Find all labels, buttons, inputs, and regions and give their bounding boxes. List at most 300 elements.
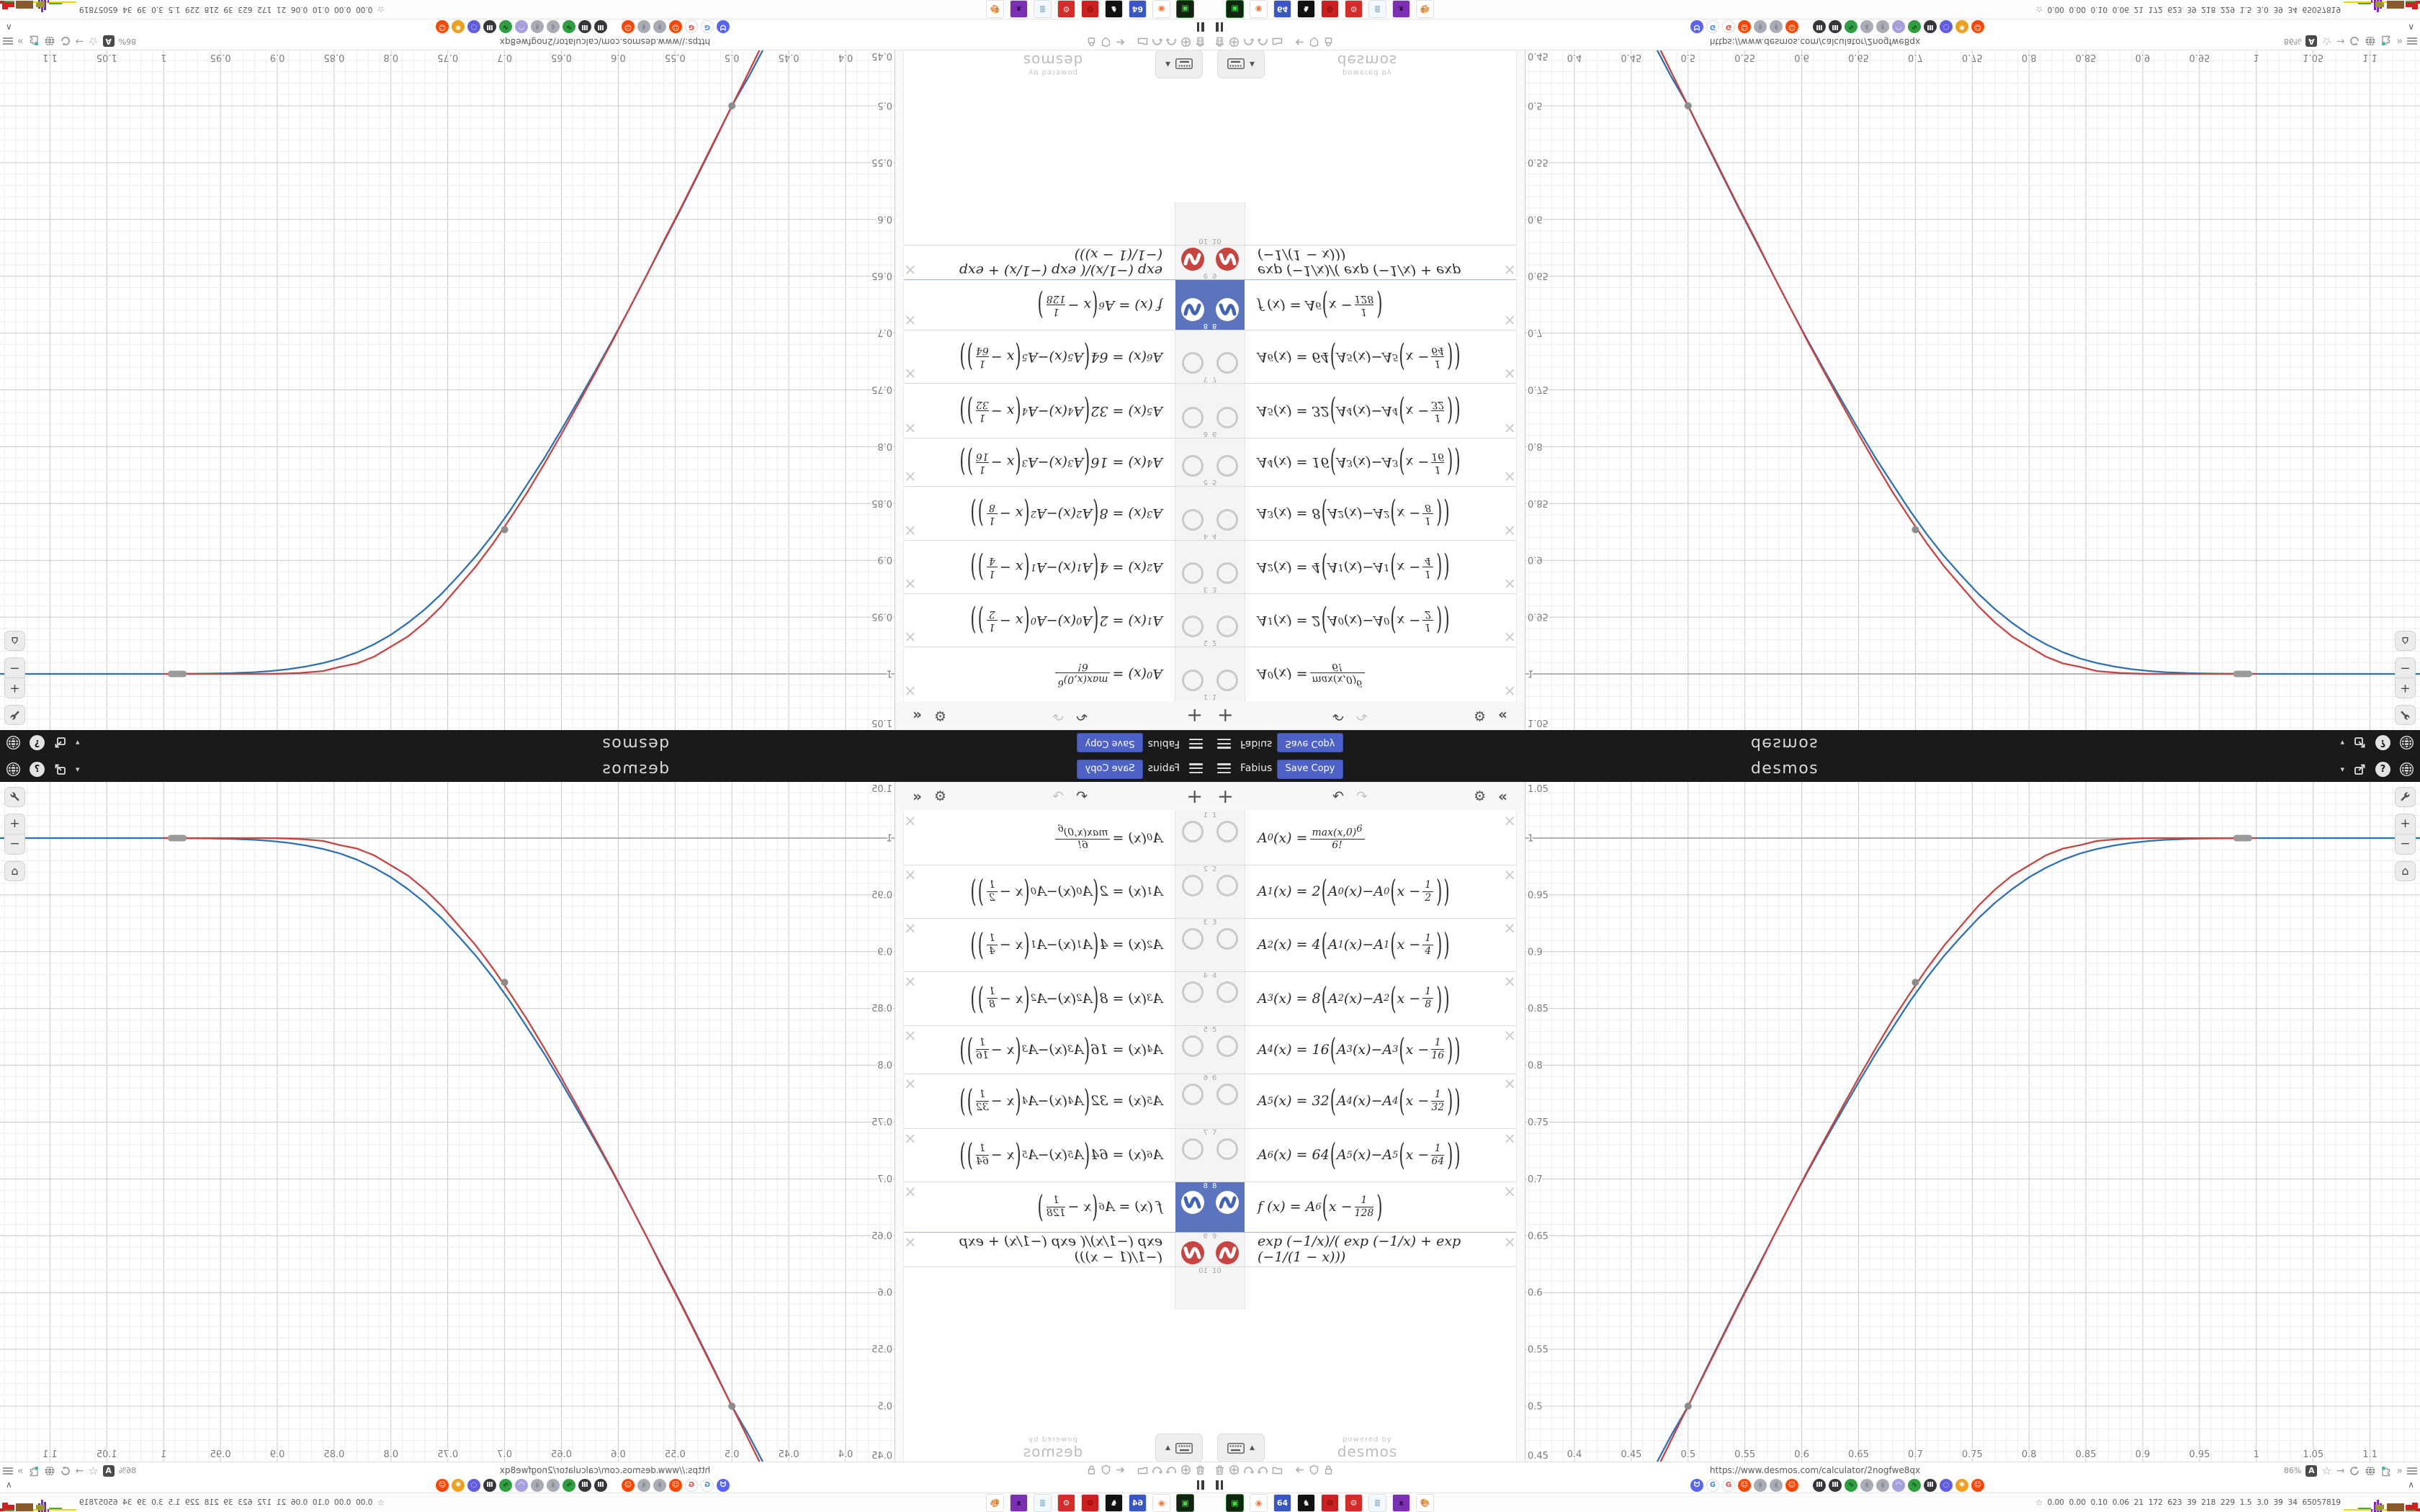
- zoom-out-button[interactable]: −: [2400, 661, 2411, 675]
- graph-point[interactable]: [501, 978, 508, 986]
- zoom-out-button[interactable]: −: [2400, 837, 2411, 851]
- expression-icon-cell[interactable]: [1210, 280, 1245, 330]
- graph-paper[interactable]: [1525, 782, 2420, 1462]
- save-copy-button[interactable]: Save Copy: [1077, 760, 1143, 779]
- expression-row[interactable]: [895, 245, 1210, 280]
- expression-math[interactable]: A 0 (x) = $\max(x,0)^6$ 6!: [920, 647, 1162, 701]
- expression-row[interactable]: [895, 1128, 1210, 1182]
- expression-math[interactable]: A 3 (x) = 8 ( A 2 (x)−A 2 ( x − 1 8 ) ): [1258, 496, 1450, 531]
- hidden-graph-circle-icon[interactable]: [1216, 562, 1238, 584]
- globe-filled-icon[interactable]: [2365, 36, 2376, 48]
- taskbar-app-dark-app[interactable]: ♞: [1297, 1494, 1315, 1512]
- hidden-graph-circle-icon[interactable]: [1182, 407, 1204, 428]
- delete-expression-icon[interactable]: ×: [904, 1233, 917, 1251]
- tab-favicon-google[interactable]: G: [701, 1479, 714, 1492]
- expression-icon-cell[interactable]: [1210, 1128, 1245, 1182]
- graph-point[interactable]: [1912, 978, 1919, 986]
- overflow-chevrons-icon[interactable]: »: [2396, 35, 2403, 48]
- zoom-in-button[interactable]: +: [5, 814, 24, 834]
- expression-math[interactable]: exp (−1/x)/( exp (−1/x) + exp (−1/(1 − x))): [1258, 1233, 1461, 1265]
- tab-favicon-bin[interactable]: Ⅲ: [1829, 1479, 1842, 1492]
- tab-favicon-bin[interactable]: Ⅲ: [1924, 1479, 1937, 1492]
- expression-icon-cell[interactable]: [1210, 918, 1245, 971]
- undo-icon[interactable]: ↶: [1332, 708, 1344, 724]
- delete-expression-icon[interactable]: ×: [1503, 575, 1516, 593]
- graph-paper[interactable]: [0, 782, 895, 1462]
- expression-math[interactable]: exp (−1/x)/( exp (−1/x) + exp (−1/(1 − x))): [959, 247, 1162, 279]
- forward-arrow-icon[interactable]: →: [2336, 1464, 2345, 1477]
- taskbar-app-dark-app[interactable]: ♞: [1105, 0, 1123, 18]
- tab-favicon-fish[interactable]: ◖: [1876, 1479, 1889, 1492]
- expression-row[interactable]: [895, 1074, 1210, 1129]
- taskbar-app-firefox[interactable]: ◉: [1250, 0, 1268, 18]
- expression-icon-cell[interactable]: [1210, 438, 1245, 487]
- tab-favicon-google[interactable]: G: [1706, 1479, 1719, 1492]
- tab-favicon-orb[interactable]: ◠: [515, 1479, 528, 1492]
- expression-row[interactable]: [1210, 202, 1525, 246]
- extensions-puzzle-icon[interactable]: [28, 36, 40, 48]
- expression-row[interactable]: [895, 486, 1210, 541]
- tab-scroll-caret-icon[interactable]: ∧: [2408, 1480, 2414, 1490]
- help-icon[interactable]: ?: [2375, 736, 2390, 751]
- expression-row[interactable]: [1210, 438, 1525, 487]
- hidden-graph-circle-icon[interactable]: [1182, 1084, 1204, 1105]
- undo-icon[interactable]: ↶: [1076, 788, 1088, 804]
- hidden-graph-circle-icon[interactable]: [1182, 981, 1204, 1003]
- taskbar-app-c64-floppy[interactable]: 64: [1129, 0, 1147, 18]
- expression-icon-cell[interactable]: [1175, 1128, 1210, 1182]
- taskbar-app-notepad[interactable]: ≣: [1368, 0, 1386, 18]
- tab-favicon-discord[interactable]: ᗢ: [717, 20, 730, 33]
- edit-list-gear-icon[interactable]: ⚙: [933, 708, 946, 724]
- expression-row[interactable]: [895, 918, 1210, 972]
- expression-math[interactable]: A 3 (x) = 8 ( A 2 (x)−A 2 ( x − 1 8 ) ): [970, 496, 1162, 531]
- hidden-graph-circle-icon[interactable]: [1182, 875, 1204, 896]
- delete-expression-icon[interactable]: ×: [904, 683, 917, 700]
- taskbar-app-red-gear[interactable]: ⚙: [1345, 0, 1363, 18]
- menu-hamburger-icon[interactable]: [1189, 738, 1203, 749]
- expression-math[interactable]: exp (−1/x)/( exp (−1/x) + exp (−1/(1 − x))): [1258, 247, 1461, 279]
- globe-icon[interactable]: [2399, 762, 2414, 777]
- tab-favicon-wave[interactable]: ∿: [1845, 20, 1857, 33]
- delete-expression-icon[interactable]: ×: [904, 575, 917, 593]
- tab-favicon-discord[interactable]: ᗢ: [1690, 1479, 1703, 1492]
- collapse-caret-icon[interactable]: ▾: [2340, 764, 2344, 774]
- add-expression-button[interactable]: +: [1186, 704, 1203, 727]
- taskbar-app-red-disc[interactable]: ⚙: [1081, 1494, 1099, 1512]
- expression-icon-cell[interactable]: [1175, 487, 1210, 541]
- delete-expression-icon[interactable]: ×: [904, 365, 917, 382]
- tab-favicon-reddit[interactable]: ☺: [622, 20, 635, 33]
- expression-math[interactable]: f (x) = A 6 ( x − $\frac{1}{128}$ ): [1037, 1189, 1162, 1224]
- url-address[interactable]: https://www.desmos.com/calculator/2nogfwe8qx: [1709, 1465, 1921, 1475]
- expression-scrollbar[interactable]: [895, 50, 904, 701]
- expression-row[interactable]: [895, 811, 1210, 865]
- taskbar-app-red-disc[interactable]: ⚙: [1321, 1494, 1339, 1512]
- taskbar-app-c64-floppy[interactable]: 64: [1273, 1494, 1291, 1512]
- graph-paper[interactable]: [0, 50, 895, 730]
- expression-row[interactable]: [895, 383, 1210, 438]
- graph-point[interactable]: [1912, 526, 1919, 534]
- blue-wave-icon[interactable]: [1215, 1190, 1240, 1218]
- forward-arrow-icon[interactable]: →: [2336, 35, 2345, 48]
- tab-favicon-google[interactable]: G: [685, 1479, 698, 1492]
- tab-favicon-bin[interactable]: Ⅲ: [1813, 1479, 1826, 1492]
- menu-hamburger-icon[interactable]: [1189, 763, 1203, 774]
- graph-settings-wrench-icon[interactable]: [2395, 787, 2416, 807]
- collapse-panel-icon[interactable]: «: [913, 707, 922, 724]
- bookmark-star-icon[interactable]: ☆: [2321, 1463, 2332, 1477]
- graph-paper[interactable]: [1525, 50, 2420, 730]
- expression-row[interactable]: [895, 202, 1210, 246]
- taskbar-app-cat[interactable]: ᴥ: [1392, 1494, 1410, 1512]
- page-zoom-level[interactable]: 86%: [118, 37, 137, 46]
- expression-icon-cell[interactable]: [1210, 1266, 1245, 1310]
- share-icon[interactable]: [2353, 762, 2367, 776]
- hidden-graph-circle-icon[interactable]: [1216, 407, 1238, 428]
- tab-favicon-orb[interactable]: ◠: [515, 20, 528, 33]
- extensions-puzzle-icon[interactable]: [2380, 1465, 2392, 1477]
- taskbar-app-firefox[interactable]: ◉: [1250, 1494, 1268, 1512]
- taskbar-app-palette[interactable]: 🎨: [986, 1494, 1004, 1512]
- delete-expression-icon[interactable]: ×: [1503, 261, 1516, 279]
- delete-expression-icon[interactable]: ×: [904, 261, 917, 279]
- zoom-in-button[interactable]: +: [5, 678, 24, 698]
- add-expression-button[interactable]: +: [1217, 785, 1234, 808]
- delete-expression-icon[interactable]: ×: [1503, 973, 1516, 990]
- hidden-graph-circle-icon[interactable]: [1182, 670, 1204, 691]
- hidden-graph-circle-icon[interactable]: [1182, 928, 1204, 950]
- expression-icon-cell[interactable]: [1210, 971, 1245, 1025]
- reload-icon[interactable]: [2349, 36, 2360, 48]
- curve-red[interactable]: [163, 50, 783, 674]
- expression-row[interactable]: [895, 1182, 1210, 1233]
- delete-expression-icon[interactable]: ×: [904, 1183, 917, 1200]
- expression-row[interactable]: [1210, 647, 1525, 701]
- expression-math[interactable]: A 4 (x) = 16 ( A 3 (x)−A 3 ( x − 1 16 ) ): [959, 445, 1162, 480]
- delete-expression-icon[interactable]: ×: [1503, 629, 1516, 646]
- taskbar-app-red-disc[interactable]: ⚙: [1321, 0, 1339, 18]
- delete-expression-icon[interactable]: ×: [1503, 1027, 1516, 1044]
- tab-favicon-orb[interactable]: ◠: [1892, 1479, 1905, 1492]
- forward-arrow-icon[interactable]: →: [75, 1464, 84, 1477]
- tab-favicon-wave[interactable]: ∿: [499, 1479, 512, 1492]
- expression-row[interactable]: [1210, 865, 1525, 919]
- taskbar-app-notepad[interactable]: ≣: [1034, 1494, 1052, 1512]
- tab-favicon-reddit[interactable]: ☺: [1971, 1479, 1984, 1492]
- redo-icon[interactable]: ↷: [1356, 708, 1368, 724]
- expression-row[interactable]: [895, 540, 1210, 594]
- globe-filled-icon[interactable]: [44, 1465, 55, 1477]
- help-icon[interactable]: ?: [30, 736, 45, 751]
- menu-hamburger-icon[interactable]: [1217, 763, 1231, 774]
- tab-favicon-bin[interactable]: Ⅲ: [1829, 20, 1842, 33]
- delete-expression-icon[interactable]: ×: [904, 312, 917, 329]
- delete-expression-icon[interactable]: ×: [1503, 312, 1516, 329]
- tab-favicon-wave[interactable]: ∿: [1908, 1479, 1921, 1492]
- graph-point[interactable]: [728, 1403, 735, 1410]
- hidden-graph-circle-icon[interactable]: [1182, 1138, 1204, 1160]
- translate-icon[interactable]: A: [2305, 36, 2317, 48]
- save-copy-button[interactable]: Save Copy: [1077, 733, 1143, 752]
- curve-red[interactable]: [1637, 838, 2257, 1462]
- delete-expression-icon[interactable]: ×: [904, 866, 917, 883]
- hidden-graph-circle-icon[interactable]: [1216, 875, 1238, 896]
- globe-filled-icon[interactable]: [44, 36, 55, 48]
- expression-row[interactable]: [1210, 1232, 1525, 1267]
- tab-favicon-fish[interactable]: ◖: [637, 20, 650, 33]
- overflow-chevrons-icon[interactable]: »: [17, 1464, 24, 1477]
- expression-math[interactable]: A 5 (x) = 32 ( A 4 (x)−A 4 ( x − $\frac{1}{32}$ ) ): [1258, 1084, 1461, 1118]
- globe-icon[interactable]: [2399, 736, 2414, 751]
- collapse-panel-icon[interactable]: «: [913, 788, 922, 805]
- tab-favicon-google[interactable]: G: [1722, 20, 1735, 33]
- tab-favicon-discord[interactable]: ᗢ: [1690, 20, 1703, 33]
- expression-row[interactable]: [1210, 486, 1525, 541]
- zoom-out-button[interactable]: −: [9, 661, 20, 675]
- tab-favicon-chat[interactable]: ◌: [1940, 20, 1953, 33]
- tab-favicon-wave[interactable]: ∿: [563, 20, 575, 33]
- tab-favicon-reddit[interactable]: ☺: [1738, 20, 1751, 33]
- tab-favicon-fish[interactable]: ◖: [653, 20, 666, 33]
- expression-icon-cell[interactable]: [1175, 1232, 1210, 1266]
- tab-scroll-caret-icon[interactable]: ∧: [6, 1480, 12, 1490]
- hidden-graph-circle-icon[interactable]: [1182, 455, 1204, 477]
- expression-icon-cell[interactable]: [1175, 594, 1210, 647]
- hidden-graph-circle-icon[interactable]: [1216, 1138, 1238, 1160]
- expression-icon-cell[interactable]: [1210, 202, 1245, 246]
- redo-icon[interactable]: ↷: [1052, 708, 1064, 724]
- delete-expression-icon[interactable]: ×: [904, 919, 917, 937]
- bookmark-star-icon[interactable]: ☆: [88, 35, 99, 49]
- tab-favicon-reddit[interactable]: ☺: [622, 1479, 635, 1492]
- tab-favicon-wave[interactable]: ∿: [1845, 1479, 1857, 1492]
- collapse-caret-icon[interactable]: ▾: [2340, 738, 2344, 748]
- taskbar-app-dark-app[interactable]: ♞: [1297, 0, 1315, 18]
- expression-row[interactable]: [1210, 1074, 1525, 1129]
- page-zoom-level[interactable]: 86%: [2283, 1466, 2302, 1475]
- expression-row[interactable]: [1210, 811, 1525, 865]
- expression-icon-cell[interactable]: [1210, 330, 1245, 384]
- tab-favicon-reddit[interactable]: ☺: [669, 1479, 682, 1492]
- tab-favicon-bin[interactable]: Ⅲ: [594, 20, 607, 33]
- hidden-graph-circle-icon[interactable]: [1216, 1084, 1238, 1105]
- tab-scroll-caret-icon[interactable]: ∧: [2408, 22, 2414, 32]
- tab-favicon-fish[interactable]: ◖: [1754, 1479, 1767, 1492]
- expression-row[interactable]: [1210, 1266, 1525, 1310]
- expression-row[interactable]: [1210, 1025, 1525, 1074]
- expression-math[interactable]: A 2 (x) = 4 ( A 1 (x)−A 1 ( x − 1 4 ) ): [1258, 550, 1450, 585]
- hidden-graph-circle-icon[interactable]: [1216, 509, 1238, 531]
- delete-expression-icon[interactable]: ×: [904, 1027, 917, 1044]
- hidden-graph-circle-icon[interactable]: [1182, 821, 1204, 842]
- hidden-graph-circle-icon[interactable]: [1216, 455, 1238, 477]
- redo-icon[interactable]: ↷: [1356, 788, 1368, 804]
- expression-math[interactable]: A 2 (x) = 4 ( A 1 (x)−A 1 ( x − 1 4 ) ): [970, 550, 1162, 585]
- zoom-in-button[interactable]: +: [2396, 814, 2415, 834]
- share-icon[interactable]: [53, 762, 67, 776]
- expression-math[interactable]: A 3 (x) = 8 ( A 2 (x)−A 2 ( x − $\frac{1}{8}$ ) ): [970, 981, 1162, 1016]
- expression-icon-cell[interactable]: [1175, 1182, 1210, 1232]
- bookmark-star-icon[interactable]: ☆: [2321, 35, 2332, 49]
- taskbar-app-firefox[interactable]: ◉: [1152, 0, 1170, 18]
- taskbar-app-firefox[interactable]: ◉: [1152, 1494, 1170, 1512]
- default-view-home-button[interactable]: ⌂: [4, 861, 25, 881]
- delete-expression-icon[interactable]: ×: [1503, 866, 1516, 883]
- expression-math[interactable]: A 1 (x) = 2 ( A 0 (x)−A 0 ( x − 1 2 ) ): [1258, 603, 1450, 638]
- drag-handle[interactable]: [2233, 835, 2252, 842]
- taskbar-app-c64-floppy[interactable]: 64: [1273, 0, 1291, 18]
- tab-favicon-fish[interactable]: ◖: [653, 1479, 666, 1492]
- translate-icon[interactable]: A: [103, 36, 115, 48]
- tab-favicon-reddit[interactable]: ☺: [1785, 20, 1798, 33]
- expression-row[interactable]: [895, 1266, 1210, 1310]
- account-name[interactable]: Fabius: [1147, 738, 1180, 750]
- save-copy-button[interactable]: Save Copy: [1277, 733, 1343, 752]
- graph-point[interactable]: [501, 526, 508, 534]
- hidden-graph-circle-icon[interactable]: [1182, 352, 1204, 374]
- expression-scrollbar[interactable]: [1516, 50, 1525, 701]
- delete-expression-icon[interactable]: ×: [904, 1130, 917, 1147]
- expression-icon-cell[interactable]: [1175, 865, 1210, 918]
- delete-expression-icon[interactable]: ×: [1503, 1075, 1516, 1092]
- page-zoom-level[interactable]: 86%: [118, 1466, 137, 1475]
- tab-favicon-bin[interactable]: Ⅲ: [1813, 20, 1826, 33]
- graph-point[interactable]: [1685, 102, 1692, 109]
- delete-expression-icon[interactable]: ×: [904, 973, 917, 990]
- hidden-graph-circle-icon[interactable]: [1216, 821, 1238, 842]
- hidden-graph-circle-icon[interactable]: [1182, 616, 1204, 637]
- hidden-graph-circle-icon[interactable]: [1216, 352, 1238, 374]
- expression-row[interactable]: [1210, 383, 1525, 438]
- expression-row[interactable]: [1210, 1182, 1525, 1233]
- expression-icon-cell[interactable]: [1175, 971, 1210, 1025]
- extensions-puzzle-icon[interactable]: [2380, 36, 2392, 48]
- tab-favicon-bin[interactable]: Ⅲ: [578, 20, 591, 33]
- account-name[interactable]: Fabius: [1147, 762, 1180, 774]
- bookmark-star-icon[interactable]: ☆: [88, 1463, 99, 1477]
- expression-row[interactable]: [1210, 593, 1525, 647]
- hidden-graph-circle-icon[interactable]: [1216, 928, 1238, 950]
- expression-icon-cell[interactable]: [1210, 811, 1245, 865]
- expression-row[interactable]: [1210, 540, 1525, 594]
- account-name[interactable]: Fabius: [1240, 762, 1273, 774]
- zoom-out-button[interactable]: −: [9, 837, 20, 851]
- expression-icon-cell[interactable]: [1210, 541, 1245, 594]
- expression-math[interactable]: A 0 (x) = $\max(x,0)^6$ 6!: [1258, 647, 1500, 701]
- expression-row[interactable]: [1210, 279, 1525, 330]
- expression-icon-cell[interactable]: [1175, 541, 1210, 594]
- delete-expression-icon[interactable]: ×: [1503, 1130, 1516, 1147]
- forward-arrow-icon[interactable]: →: [75, 35, 84, 48]
- tab-favicon-reddit[interactable]: ☺: [1738, 1479, 1751, 1492]
- delete-expression-icon[interactable]: ×: [904, 1075, 917, 1092]
- delete-expression-icon[interactable]: ×: [904, 812, 917, 829]
- tab-scroll-caret-icon[interactable]: ∧: [6, 22, 12, 32]
- tab-favicon-sun[interactable]: ✱: [1955, 20, 1968, 33]
- hidden-graph-circle-icon[interactable]: [1182, 562, 1204, 584]
- tab-favicon-fish[interactable]: ◖: [531, 20, 544, 33]
- taskbar-app-notepad[interactable]: ≣: [1034, 0, 1052, 18]
- drag-handle[interactable]: [168, 671, 187, 678]
- graph-point[interactable]: [728, 102, 735, 109]
- red-wave-icon[interactable]: [1180, 244, 1205, 271]
- tab-favicon-reddit[interactable]: ☺: [436, 20, 449, 33]
- expression-icon-cell[interactable]: [1175, 811, 1210, 865]
- expression-icon-cell[interactable]: [1210, 594, 1245, 647]
- expression-row[interactable]: [1210, 918, 1525, 972]
- tab-favicon-bin[interactable]: Ⅲ: [578, 1479, 591, 1492]
- curve-red[interactable]: [163, 838, 783, 1462]
- page-zoom-level[interactable]: 86%: [2283, 37, 2302, 46]
- hidden-graph-circle-icon[interactable]: [1216, 981, 1238, 1003]
- delete-expression-icon[interactable]: ×: [904, 629, 917, 646]
- expression-math[interactable]: A 6 (x) = 64 ( A 5 (x)−A 5 ( x − 1 64 ) ): [959, 340, 1162, 374]
- tab-favicon-fish[interactable]: ◖: [531, 1479, 544, 1492]
- tab-favicon-fish[interactable]: ◖: [1860, 20, 1873, 33]
- expression-icon-cell[interactable]: [1210, 487, 1245, 541]
- expression-math[interactable]: A 2 (x) = 4 ( A 1 (x)−A 1 ( x − $\frac{1}{4}$ ) ): [1258, 927, 1450, 962]
- curve-red[interactable]: [1637, 50, 2257, 674]
- taskbar-app-cat[interactable]: ᴥ: [1392, 0, 1410, 18]
- delete-expression-icon[interactable]: ×: [1503, 468, 1516, 485]
- globe-icon[interactable]: [6, 762, 21, 777]
- tab-favicon-google[interactable]: G: [701, 20, 714, 33]
- default-view-home-button[interactable]: ⌂: [4, 631, 25, 651]
- taskbar-app-red-disc[interactable]: ⚙: [1081, 0, 1099, 18]
- expression-row[interactable]: [895, 865, 1210, 919]
- taskbar-app-palette[interactable]: 🎨: [1416, 1494, 1434, 1512]
- red-wave-icon[interactable]: [1180, 1241, 1205, 1268]
- default-view-home-button[interactable]: ⌂: [2395, 861, 2416, 881]
- expression-icon-cell[interactable]: [1210, 1232, 1245, 1266]
- red-wave-icon[interactable]: [1215, 1241, 1240, 1268]
- url-address[interactable]: https://www.desmos.com/calculator/2nogfwe8qx: [1709, 37, 1921, 47]
- expression-row[interactable]: [895, 279, 1210, 330]
- zoom-in-button[interactable]: +: [2396, 678, 2415, 698]
- collapse-panel-icon[interactable]: «: [1498, 707, 1507, 724]
- tab-favicon-chat[interactable]: ◌: [467, 1479, 480, 1492]
- tab-favicon-reddit[interactable]: ☺: [1971, 20, 1984, 33]
- expression-math[interactable]: A 1 (x) = 2 ( A 0 (x)−A 0 ( x − $\frac{1}{2}$ ) ): [1258, 874, 1450, 909]
- collapse-panel-icon[interactable]: «: [1498, 788, 1507, 805]
- share-icon[interactable]: [2353, 737, 2367, 750]
- graph-settings-wrench-icon[interactable]: [4, 705, 25, 725]
- url-address[interactable]: https://www.desmos.com/calculator/2nogfwe8qx: [499, 37, 711, 47]
- drag-handle[interactable]: [168, 835, 187, 842]
- undo-icon[interactable]: ↶: [1332, 788, 1344, 804]
- tab-favicon-bin[interactable]: Ⅲ: [483, 20, 496, 33]
- taskbar-app-notepad[interactable]: ≣: [1368, 1494, 1386, 1512]
- taskbar-app-red-gear[interactable]: ⚙: [1057, 1494, 1075, 1512]
- edit-list-gear-icon[interactable]: ⚙: [1474, 708, 1487, 724]
- save-copy-button[interactable]: Save Copy: [1277, 760, 1343, 779]
- hidden-graph-circle-icon[interactable]: [1182, 509, 1204, 531]
- translate-icon[interactable]: A: [103, 1465, 115, 1477]
- taskbar-app-c64-floppy[interactable]: 64: [1129, 1494, 1147, 1512]
- tab-favicon-chat[interactable]: ◌: [1940, 1479, 1953, 1492]
- tab-favicon-bin[interactable]: Ⅲ: [594, 1479, 607, 1492]
- hidden-graph-circle-icon[interactable]: [1216, 1035, 1238, 1057]
- delete-expression-icon[interactable]: ×: [904, 468, 917, 485]
- edit-list-gear-icon[interactable]: ⚙: [1474, 788, 1487, 804]
- expression-math[interactable]: A 6 (x) = 64 ( A 5 (x)−A 5 ( x − $\frac{1}{64}$ ) ): [959, 1138, 1162, 1172]
- taskbar-app-red-gear[interactable]: ⚙: [1057, 0, 1075, 18]
- expression-math[interactable]: A 1 (x) = 2 ( A 0 (x)−A 0 ( x − $\frac{1}{2}$ ) ): [970, 874, 1162, 909]
- menu-hamburger-icon[interactable]: [3, 1467, 13, 1475]
- undo-icon[interactable]: ↶: [1076, 708, 1088, 724]
- expression-icon-cell[interactable]: [1210, 1025, 1245, 1074]
